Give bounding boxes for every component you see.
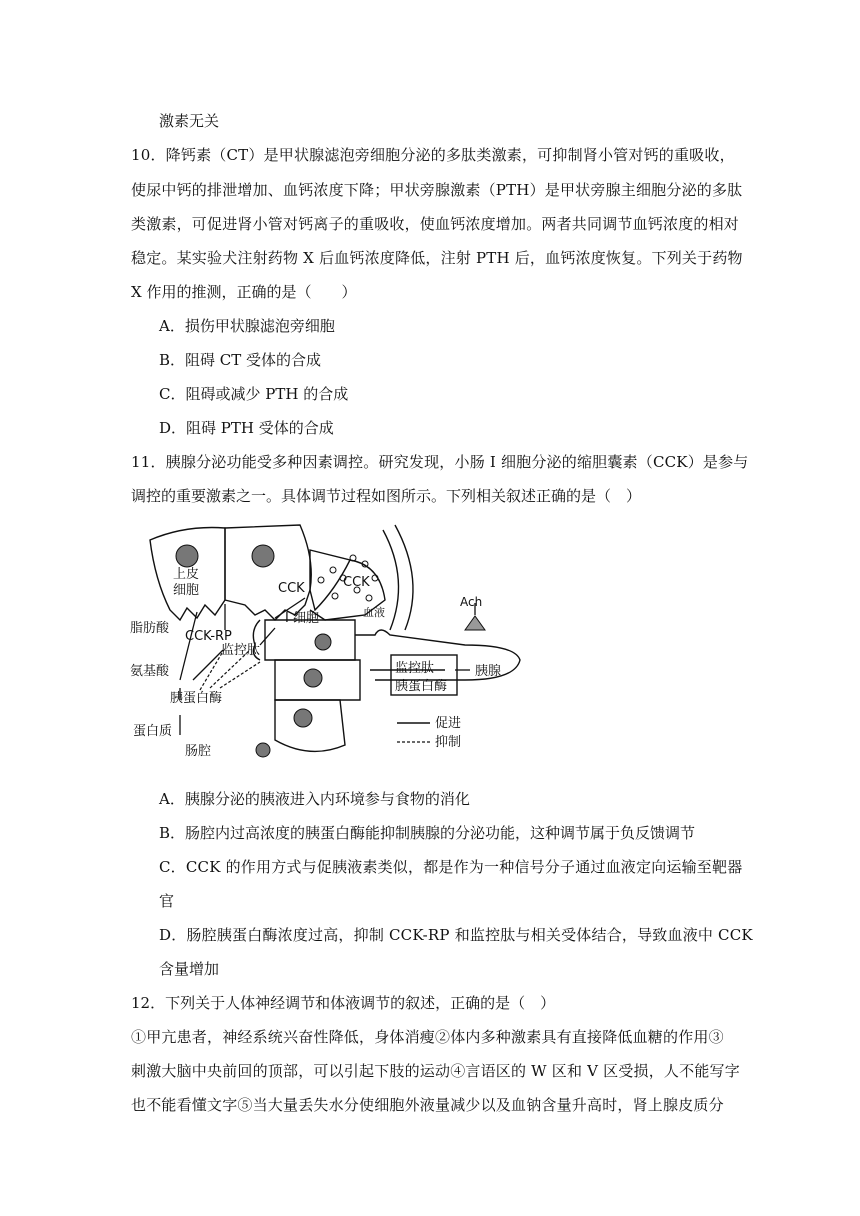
option-a: A．损伤甲状腺滤泡旁细胞 [159, 317, 335, 335]
label-pancreas: 胰腺 [475, 664, 502, 679]
option-b: B．阻碍 CT 受体的合成 [159, 351, 322, 369]
question-12-item: 刺激大脑中央前回的顶部，可以引起下肢的运动④言语区的 W 区和 V 区受损，人不能写字 [131, 1062, 740, 1080]
label-cck: CCK [278, 581, 305, 596]
question-10-stem: 10．降钙素（CT）是甲状腺滤泡旁细胞分泌的多肽类激素，可抑制肾小管对钙的重吸收， [131, 146, 735, 164]
question-12-item: ①甲亢患者，神经系统兴奋性降低，身体消瘦②体内多种激素具有直接降低血糖的作用③ [131, 1028, 724, 1046]
option-c-cont: 官 [159, 892, 175, 910]
option-d-cont: 含量增加 [159, 960, 220, 978]
label-ach: Ach [460, 595, 483, 609]
question-10-stem: X 作用的推测，正确的是（ ） [131, 283, 357, 301]
question-10-stem: 稳定。某实验犬注射药物 X 后血钙浓度降低，注射 PTH 后，血钙浓度恢复。下列关于药物 [131, 249, 743, 267]
question-12-item: 也不能看懂文字⑤当大量丢失水分使细胞外液量减少以及血钠含量升高时，肾上腺皮质分 [131, 1096, 724, 1114]
label-monitor-peptide: 监控肽 [221, 643, 261, 658]
label-fatty-acid: 脂肪酸 [130, 621, 170, 636]
option-c: C．CCK 的作用方式与促胰液素类似，都是作为一种信号分子通过血液定向运输至靶器 [159, 858, 743, 876]
label-blood: 血液 [363, 606, 385, 619]
label-cck: CCK [343, 575, 370, 590]
question-12-stem: 12．下列关于人体神经调节和体液调节的叙述，正确的是（ ） [131, 994, 556, 1012]
label-box-trypsin: 胰蛋白酶 [395, 679, 448, 694]
label-box-monitor: 监控肽 [395, 661, 435, 676]
legend-promote: 促进 [435, 716, 462, 731]
label-i-cell: I 细胞 [285, 611, 319, 626]
text-line: 激素无关 [159, 112, 220, 130]
question-10-stem: 类激素，可促进肾小管对钙离子的重吸收，使血钙浓度增加。两者共同调节血钙浓度的相对 [131, 215, 740, 233]
question-11-stem: 调控的重要激素之一。具体调节过程如图所示。下列相关叙述正确的是（ ） [131, 487, 642, 505]
legend-inhibit: 抑制 [435, 735, 462, 750]
option-d: D．肠腔胰蛋白酶浓度过高，抑制 CCK-RP 和监控肽与相关受体结合，导致血液中 CCK [159, 926, 753, 944]
label-lumen: 肠腔 [185, 744, 212, 759]
label-amino-acid: 氨基酸 [130, 664, 170, 679]
option-a: A．胰腺分泌的胰液进入内环境参与食物的消化 [159, 790, 470, 808]
option-b: B．肠腔内过高浓度的胰蛋白酶能抑制胰腺的分泌功能，这种调节属于负反馈调节 [159, 824, 696, 842]
option-d: D．阻碍 PTH 受体的合成 [159, 419, 334, 437]
label-trypsin: 胰蛋白酶 [170, 691, 223, 706]
label-cck-rp: CCK-RP [185, 629, 232, 644]
label-protein: 蛋白质 [133, 724, 173, 739]
label-cell: 细胞 [173, 583, 200, 598]
option-c: C．阻碍或减少 PTH 的合成 [159, 385, 349, 403]
question-11-stem: 11．胰腺分泌功能受多种因素调控。研究发现，小肠 I 细胞分泌的缩胆囊素（CCK）是参与 [131, 453, 749, 471]
label-epithelial: 上皮 [173, 567, 200, 582]
question-10-stem: 使尿中钙的排泄增加、血钙浓度下降；甲状旁腺激素（PTH）是甲状旁腺主细胞分泌的多肽 [131, 181, 743, 199]
cck-regulation-diagram [125, 520, 535, 765]
